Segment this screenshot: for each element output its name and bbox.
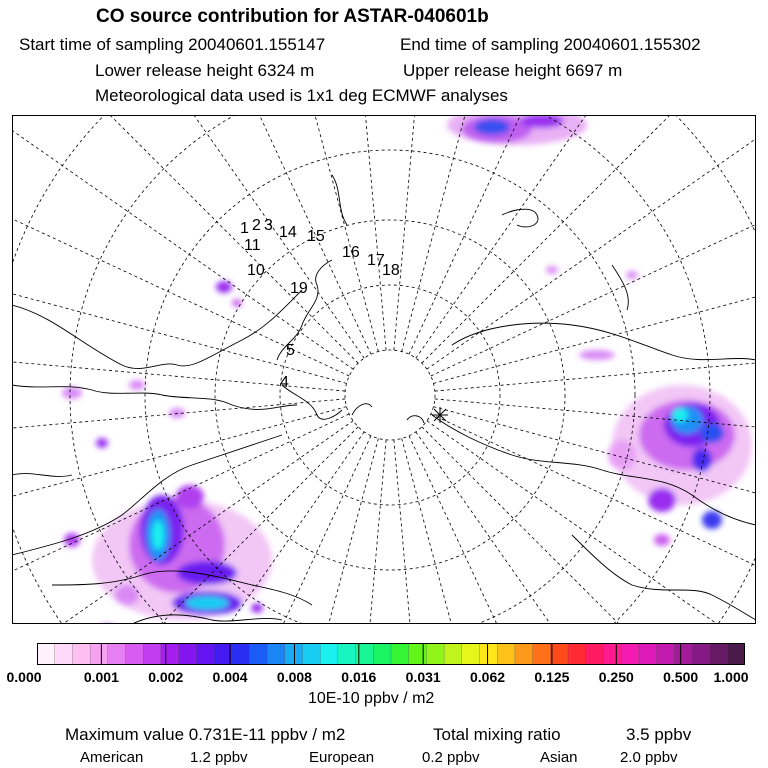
colorbar-segment: [232, 643, 250, 665]
total-mixing-value: 3.5 ppbv: [626, 725, 692, 744]
track-label: 4: [280, 374, 289, 391]
colorbar-segment: [126, 643, 144, 665]
track-label: 14: [279, 224, 297, 241]
colorbar-segment: [72, 643, 90, 665]
track-label: 19: [290, 280, 308, 297]
track-label: 18: [382, 262, 400, 279]
colorbar-segment: [497, 643, 515, 665]
colorbar-tick-label: 0.125: [534, 669, 570, 685]
colorbar-segments: [37, 643, 745, 665]
colorbar-segment: [214, 643, 232, 665]
colorbar-segment: [409, 643, 427, 665]
american-label: American: [80, 749, 144, 766]
colorbar-segment: [586, 643, 604, 665]
colorbar-segment: [161, 643, 179, 665]
colorbar-segment: [639, 643, 657, 665]
colorbar-tick-label: 0.062: [470, 669, 506, 685]
colorbar-segment: [444, 643, 462, 665]
colorbar-tick-label: 1.000: [713, 669, 749, 685]
colorbar-segment: [533, 643, 551, 665]
colorbar-tick-label: 0.031: [405, 669, 441, 685]
asian-label: Asian: [540, 749, 578, 766]
european-label: European: [309, 749, 375, 766]
colorbar-tick-label: 0.000: [6, 669, 42, 685]
colorbar-segment: [108, 643, 126, 665]
start-time-text: Start time of sampling 20040601.155147: [19, 35, 326, 54]
track-label: 17: [367, 252, 385, 269]
upper-height-text: Upper release height 6697 m: [403, 61, 623, 80]
colorbar-segment: [391, 643, 409, 665]
colorbar-unit: 10E-10 ppbv / m2: [308, 690, 435, 707]
met-data-text: Meteorological data used is 1x1 deg ECMWF analyses: [95, 86, 508, 105]
colorbar-tick-label: 0.001: [83, 669, 119, 685]
colorbar-segment: [179, 643, 197, 665]
colorbar-segment: [320, 643, 338, 665]
track-label: 15: [307, 228, 325, 245]
colorbar-segment: [657, 643, 675, 665]
colorbar-segment: [249, 643, 267, 665]
colorbar-segment: [515, 643, 533, 665]
colorbar-segment: [674, 643, 692, 665]
colorbar-tick-label: 0.250: [598, 669, 634, 685]
colorbar-segment: [710, 643, 728, 665]
track-label: 11: [244, 237, 261, 254]
colorbar-segment: [37, 643, 55, 665]
colorbar-tick-label: 0.008: [276, 669, 312, 685]
colorbar-segment: [373, 643, 391, 665]
colorbar-segment: [303, 643, 321, 665]
plot-title: CO source contribution for ASTAR-040601b: [96, 6, 489, 27]
colorbar-tick-label: 0.500: [663, 669, 699, 685]
colorbar-segment: [426, 643, 444, 665]
american-value: 1.2 ppbv: [190, 749, 248, 766]
colorbar-segment: [462, 643, 480, 665]
total-mixing-label: Total mixing ratio: [433, 725, 561, 744]
max-value-text: Maximum value 0.731E-11 ppbv / m2: [65, 725, 346, 744]
colorbar-segment: [285, 643, 303, 665]
colorbar-segment: [480, 643, 498, 665]
colorbar-segment: [727, 643, 745, 665]
end-time-text: End time of sampling 20040601.155302: [400, 35, 701, 54]
colorbar-tick-label: 0.002: [148, 669, 184, 685]
track-label: 1: [240, 220, 249, 237]
colorbar-segment: [55, 643, 73, 665]
release-location-marker: [432, 407, 448, 423]
colorbar-segment: [550, 643, 568, 665]
colorbar-segment: [143, 643, 161, 665]
colorbar-tick-label: 0.016: [341, 669, 377, 685]
colorbar-segment: [692, 643, 710, 665]
asian-value: 2.0 ppbv: [620, 749, 678, 766]
colorbar: [37, 643, 745, 665]
track-label: 3: [264, 217, 273, 234]
colorbar-segment: [90, 643, 108, 665]
colorbar-segment: [568, 643, 586, 665]
track-label: 2: [252, 217, 261, 234]
european-value: 0.2 ppbv: [422, 749, 480, 766]
colorbar-tick-label: 0.004: [212, 669, 248, 685]
polar-map: [12, 115, 756, 624]
colorbar-segment: [338, 643, 356, 665]
lower-height-text: Lower release height 6324 m: [95, 61, 315, 80]
colorbar-segment: [621, 643, 639, 665]
colorbar-segment: [267, 643, 285, 665]
colorbar-segment: [196, 643, 214, 665]
track-label: 16: [342, 244, 360, 261]
track-label: 10: [247, 262, 265, 279]
colorbar-segment: [603, 643, 621, 665]
track-label: 5: [286, 342, 295, 359]
